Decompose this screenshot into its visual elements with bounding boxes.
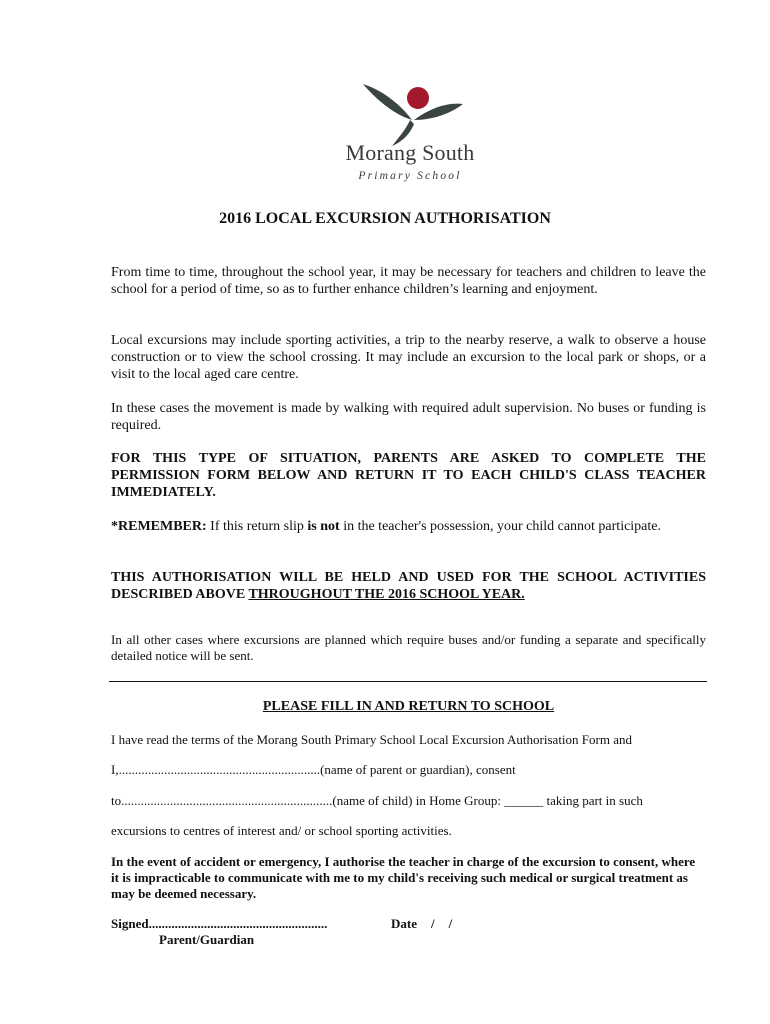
document-title: 2016 LOCAL EXCURSION AUTHORISATION	[219, 210, 551, 227]
date-field[interactable]	[391, 916, 452, 932]
school-subtitle: Primary School	[358, 170, 462, 182]
guardian-label: Parent/Guardian	[159, 932, 255, 947]
paragraph-authorisation	[111, 569, 706, 603]
form-title: PLEASE FILL IN AND RETURN TO SCHOOL	[262, 699, 555, 714]
form-line-activities: excursions to centres of interest and/ or school sporting activities.	[111, 823, 452, 838]
emergency-consent: In the event of accident or emergency, I authorise the teacher in charge of the excursion to consent, where it is impracticable to communicate with me to my child's receiving such medical or surgical treatment as may be deemed necessary.	[111, 854, 696, 901]
signature-field[interactable]: Signed.......................................................	[111, 916, 328, 931]
date-slash-1: /	[431, 916, 435, 931]
paragraph-instructions: FOR THIS TYPE OF SITUATION, PARENTS ARE ASKED TO COMPLETE THE PERMISSION FORM BELOW AND RETURN IT TO EACH CHILD'S CLASS TEACHER IMMEDIATELY.	[111, 451, 706, 500]
divider-line	[109, 681, 707, 682]
date-label: Date	[391, 916, 417, 931]
reminder-emphasis: is not	[307, 519, 340, 534]
reminder-text-b: in the teacher's possession, your child cannot participate.	[339, 519, 662, 534]
child-name-field[interactable]: to.................................................................(name of child) in Home Group: ______ taking part in such	[111, 793, 643, 808]
date-slash-2: /	[448, 916, 453, 931]
school-name: Morang South	[345, 140, 475, 165]
paragraph-examples: Local excursions may include sporting activities, a trip to the nearby reserve, a walk to observe a house construction or to view the school crossing. It may include an excursion to the local park or shops, or a visit to the local aged care centre.	[111, 333, 706, 382]
paragraph-reminder	[111, 518, 706, 535]
authorisation-underlined: THROUGHOUT THE 2016 SCHOOL YEAR.	[248, 587, 525, 602]
authorisation-text: THIS AUTHORISATION WILL BE HELD AND USED FOR THE SCHOOL ACTIVITIES DESCRIBED ABOVE	[111, 570, 706, 602]
paragraph-supervision: In these cases the movement is made by walking with required adult supervision. No buses or funding is required.	[111, 401, 706, 433]
paragraph-intro: From time to time, throughout the school year, it may be necessary for teachers and children to leave the school for a period of time, so as to further enhance children’s learning and enjoyment.	[111, 265, 706, 297]
form-line-terms: I have read the terms of the Morang South Primary School Local Excursion Authorisation Form and	[111, 732, 632, 747]
parent-name-field[interactable]: I,..............................................................(name of parent or guardian), consent	[111, 762, 516, 777]
reminder-text-a: If this return slip	[206, 519, 308, 534]
reminder-label: *REMEMBER:	[111, 519, 207, 534]
paragraph-other-cases: In all other cases where excursions are planned which require buses and/or funding a separate and specifically detailed notice will be sent.	[111, 632, 706, 663]
